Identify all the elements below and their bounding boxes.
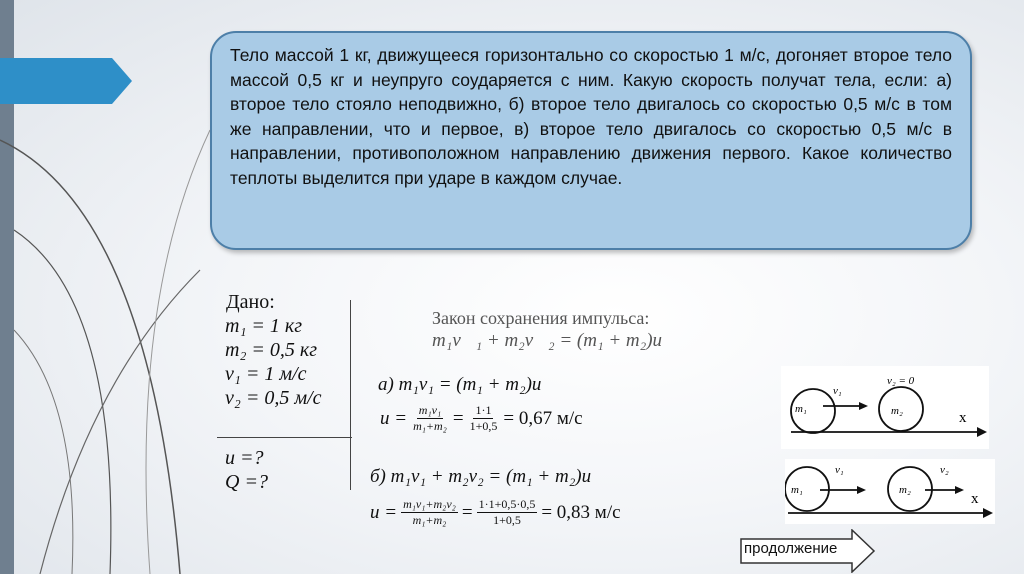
diagram-b-m2: m₂: [899, 484, 911, 496]
law-title: Закон сохранения импульса:: [432, 308, 650, 328]
title-arrow-banner: [0, 58, 132, 104]
case-a-solution: u = $\frac{\text{m₁v₁}}{\text{m₁+m₂}}$ = $\frac{1\cdot 1}{1+0,5}$ = 0,67 м/с: [380, 403, 583, 433]
problem-text: Тело массой 1 кг, движущееся горизонтально со скоростью 1 м/с, догоняет второе тело массой 0,5 кг и неупруго соударяется с ним. Какую скорость получат тела, если: а) второе тело стояло неподвижно, б) второе тело двигалось со скоростью 0,5 м/с в том же направлении, что и первое, в) второе тело двигалось со скоростью 0,5 м/с в направлении, противоположном направлению движения первого. Какое количество теплоты выделится при ударе в каждом случае.: [230, 45, 952, 188]
diagram-b-v2: v₂: [940, 464, 949, 476]
given-item: v₁ = 1 м/с: [225, 363, 307, 385]
next-button[interactable]: продолжение: [744, 540, 838, 557]
given-list: [225, 314, 322, 410]
case-b-fraction-numeric: $\frac{1\cdot 1+0,5\cdot 0,5}{1+0,5}$: [478, 497, 536, 527]
unknowns-list: [225, 446, 268, 494]
diagram-a-v1: v₁: [833, 385, 842, 397]
case-b-fraction-symbolic: $\frac{\text{m₁v₁+m₂v₂}}{\text{m₁+m₂}}$: [403, 497, 456, 527]
case-a-fraction-numeric: $\frac{1\cdot 1}{1+0,5}$: [469, 403, 498, 433]
given-divider-vertical: [350, 300, 351, 490]
unknown-item: Q =?: [225, 471, 268, 493]
diagram-a-v2: v₂ = 0: [887, 375, 915, 387]
given-divider-horizontal: [217, 437, 352, 438]
diagram-b-axis: x: [971, 491, 979, 507]
diagram-a-axis: x: [959, 410, 967, 426]
given-item: m₂ = 0,5 кг: [225, 339, 318, 361]
given-item: v₂ = 0,5 м/с: [225, 387, 322, 409]
case-b-result: = 0,83 м/с: [541, 501, 621, 523]
case-a-equation: а) m₁v₁ = (m₁ + m₂)u: [378, 374, 542, 395]
diagram-b-v1: v₁: [835, 464, 844, 476]
given-title: Дано:: [226, 291, 275, 313]
given-item: m₁ = 1 кг: [225, 315, 303, 337]
law-formula: m₁v⃗₁ + m₂v⃗₂ = (m₁ + m₂)u⃗: [432, 330, 677, 351]
unknown-item: u =?: [225, 447, 264, 469]
diagram-a-m2: m₂: [891, 405, 903, 417]
case-a-fraction-symbolic: $\frac{\text{m₁v₁}}{\text{m₁+m₂}}$: [413, 403, 447, 433]
diagram-case-b: [785, 459, 995, 524]
case-a-result: = 0,67 м/с: [503, 407, 583, 429]
diagram-b-m1: m₁: [791, 484, 803, 496]
case-a-lhs: u =: [380, 407, 408, 429]
case-b-lhs: u =: [370, 501, 398, 523]
diagram-case-a: [781, 366, 989, 449]
case-b-equation: б) m₁v₁ + m₂v₂ = (m₁ + m₂)u: [370, 466, 592, 487]
problem-statement-box: [210, 31, 972, 250]
case-b-solution: u = $\frac{\text{m₁v₁+m₂v₂}}{\text{m₁+m₂}}$ = $\frac{1\cdot 1+0,5\cdot 0,5}{1+0,5}$ = 0,83 м/с: [370, 497, 621, 527]
diagram-a-m1: m₁: [795, 403, 807, 415]
